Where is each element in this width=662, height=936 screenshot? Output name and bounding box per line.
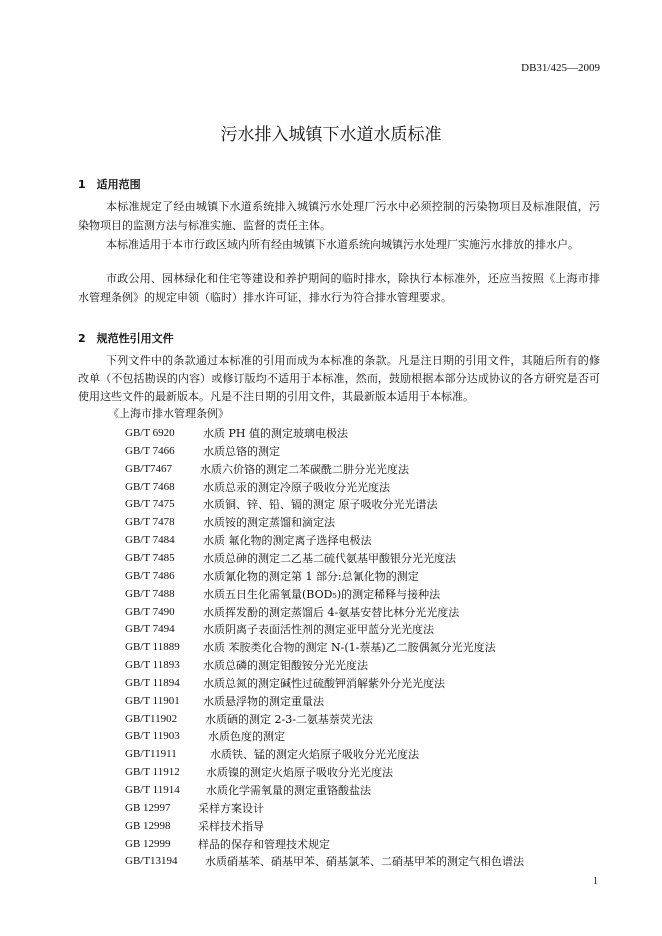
reference-code: GB/T 7478 [125, 516, 175, 529]
section-1-paragraph-2: 本标准适用于本市行政区域内所有经由城镇下水道系统向城镇污水处理厂实施污水排放的排水户。 [106, 238, 579, 251]
reference-title: 水质 苯胺类化合物的测定 N-(1-萘基)乙二胺偶氮分光光度法 [203, 641, 496, 655]
section-1-heading: 1 适用范围 [78, 178, 141, 191]
reference-code: GB/T 11914 [125, 784, 180, 796]
reference-code: GB/T 6920 [125, 427, 175, 439]
reference-title: 水质化学需氧量的测定重铬酸盐法 [206, 784, 371, 797]
reference-code: GB/T 7486 [125, 569, 175, 582]
reference-title: 采样方案设计 [198, 801, 264, 815]
reference-shanghai-regulation: 《上海市排水管理条例》 [108, 407, 229, 420]
reference-code: GB/T 7485 [125, 551, 175, 564]
reference-title: 水质悬浮物的测定重量法 [203, 694, 324, 708]
reference-title: 水质硒的测定 2-3-二氨基萘荧光法 [205, 712, 373, 726]
reference-title: 水质 氟化物的测定离子选择电极法 [203, 534, 372, 548]
reference-title: 水质硝基苯、硝基甲苯、硝基氯苯、二硝基甲苯的测定气相色谱法 [205, 855, 524, 869]
reference-code: GB/T 7488 [125, 587, 175, 600]
reference-code: GB/T 11889 [125, 641, 180, 654]
reference-title: 水质铁、锰的测定火焰原子吸收分光光度法 [210, 748, 419, 762]
reference-code: GB/T13194 [125, 855, 178, 868]
page-title: 污水排入城镇下水道水质标准 [220, 125, 442, 145]
reference-title: 水质 PH 值的测定玻璃电极法 [203, 427, 348, 440]
page-number: 1 [593, 876, 598, 887]
reference-code: GB/T 7468 [125, 480, 175, 493]
section-1-paragraph-1: 本标准规定了经由城镇下水道系统排入城镇污水处理厂污水中必须控制的污染物项目及标准限值，污染物项目的监测方法与标准实施、监督的责任主体。 [78, 200, 600, 232]
reference-code: GB 12997 [125, 801, 171, 814]
reference-title: 水质总铬的测定 [203, 444, 280, 458]
reference-code: GB/T 7494 [125, 623, 175, 636]
section-2-heading: 2 规范性引用文件 [78, 332, 174, 345]
reference-title: 样品的保存和管理技术规定 [198, 837, 330, 851]
section-2-intro: 下列文件中的条款通过本标准的引用而成为本标准的条款。凡是注日期的引用文件，其随后所有的修改单（不包括勘误的内容）或修订版均不适用于本标准，然而，鼓励根据本部分达成协议的各方研究是否可使用这些文件的最新版本。凡是不注日期的引用文件，其最新版本适用于本标准。 [78, 354, 600, 403]
reference-code: GB/T 11894 [125, 676, 180, 689]
reference-title: 水质镍的测定火焰原子吸收分光光度法 [206, 766, 393, 780]
reference-title: 水质总磷的测定钼酸铵分光光度法 [203, 659, 368, 673]
reference-title: 水质铜、锌、铅、镉的测定 原子吸收分光光谱法 [203, 498, 438, 512]
reference-code: GB/T 11901 [125, 694, 180, 707]
reference-code: GB/T11911 [125, 748, 177, 761]
reference-title: 水质色度的测定 [208, 730, 285, 744]
reference-code: GB/T 7484 [125, 534, 175, 547]
section-1-paragraph-3: 市政公用、园林绿化和住宅等建设和养护期间的临时排水，除执行本标准外，还应当按照《上海市排水管理条例》的规定申领（临时）排水许可证，排水行为符合排水管理要求。 [78, 272, 600, 304]
reference-code: GB/T 7475 [125, 498, 175, 511]
reference-title: 水质总氮的测定碱性过硫酸钾消解紫外分光光度法 [203, 676, 445, 690]
reference-code: GB 12998 [125, 819, 171, 832]
reference-code: GB/T7467 [125, 462, 173, 475]
document-code: DB31/425—2009 [521, 62, 600, 74]
reference-code: GB/T 11912 [125, 766, 180, 779]
reference-title: 水质五日生化需氧量(BOD₅)的测定稀释与接种法 [203, 587, 441, 601]
reference-title: 水质阴离子表面活性剂的测定亚甲蓝分光光度法 [203, 623, 434, 637]
reference-title: 水质总砷的测定二乙基二硫代氨基甲酸银分光光度法 [203, 551, 456, 565]
reference-title: 水质挥发酚的测定蒸馏后 4-氨基安替比林分光光度法 [203, 605, 460, 619]
reference-code: GB 12999 [125, 837, 171, 850]
reference-code: GB/T11902 [125, 712, 178, 725]
reference-code: GB/T 11903 [125, 730, 180, 743]
reference-title: 水质氰化物的测定第 1 部分:总氰化物的测定 [203, 569, 419, 583]
reference-code: GB/T 7490 [125, 605, 175, 618]
reference-title: 水质铵的测定蒸馏和滴定法 [203, 516, 335, 530]
reference-code: GB/T 7466 [125, 444, 175, 457]
reference-title: 采样技术指导 [198, 819, 264, 833]
reference-title: 水质总汞的测定冷原子吸收分光光度法 [203, 480, 390, 494]
reference-code: GB/T 11893 [125, 659, 180, 672]
reference-title: 水质六价铬的测定二苯碳酰二肼分光光度法 [200, 462, 409, 476]
